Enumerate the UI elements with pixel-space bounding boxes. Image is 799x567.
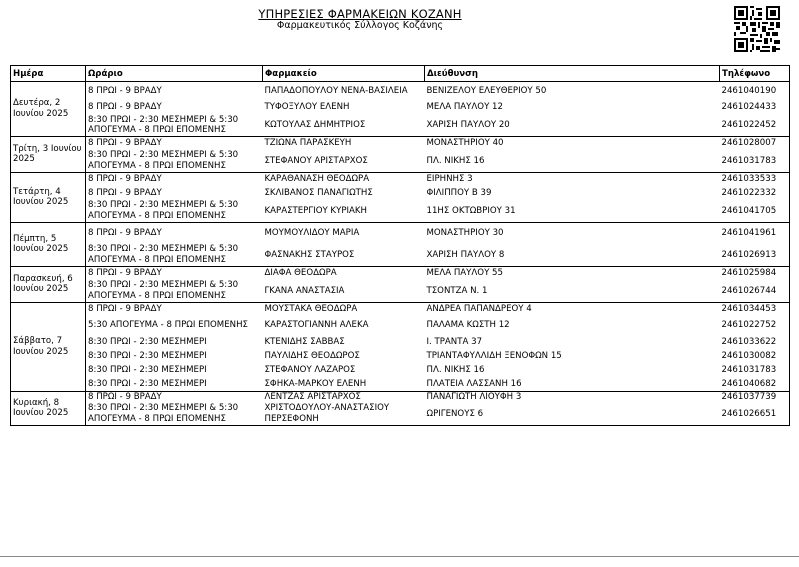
address-cell: 11ΗΣ ΟΚΤΩΒΡΙΟΥ 31 — [425, 200, 720, 222]
pharmacy-cell: ΣΤΕΦΑΝΟΥ ΛΑΖΑΡΟΣ — [264, 364, 356, 375]
pharmacy-cell: ΣΦΗΚΑ-ΜΑΡΚΟΥ ΕΛΕΝΗ — [263, 377, 425, 391]
table-row — [11, 349, 790, 363]
address-cell: ΜΟΝΑΣΤΗΡΙΟΥ 40 — [425, 136, 720, 150]
table-row — [11, 222, 790, 244]
phone-cell: 2461022452 — [720, 115, 790, 137]
hours-cell: 8:30 ΠΡΩΙ - 2:30 ΜΕΣΗΜΕΡΙ — [88, 364, 207, 375]
pharmacy-cell: ΚΑΡΑΣΤΟΓΙΑΝΝΗ ΑΛΕΚΑ — [264, 320, 369, 331]
phone-cell: 2461022332 — [720, 186, 790, 200]
hours-cell: 8:30 ΠΡΩΙ - 2:30 ΜΕΣΗΜΕΡΙ & 5:30 ΑΠΟΓΕΥΜΑ - 8 ΠΡΩΙ ΕΠΟΜΕΝΗΣ — [86, 115, 263, 137]
address-cell: ΜΟΝΑΣΤΗΡΙΟΥ 30 — [425, 222, 720, 244]
hours-cell: 8 ΠΡΩΙ - 9 ΒΡΑΔΥ — [86, 82, 263, 101]
pharmacy-cell: ΛΕΝΤΖΑΣ ΑΡΙΣΤΑΡΧΟΣ — [263, 391, 425, 403]
pharmacy-cell: ΠΑΥΛΙΔΗΣ ΘΕΟΔΩΡΟΣ — [264, 350, 360, 361]
pharmacy-cell: ΚΑΡΑΣΤΕΡΓΙΟΥ ΚΥΡΙΑΚΗ — [263, 200, 425, 222]
address-cell: ΩΡΙΓΕΝΟΥΣ 6 — [425, 403, 720, 425]
phone-cell: 2461026744 — [720, 280, 790, 302]
phone-cell: 2461041961 — [720, 222, 790, 244]
hours-cell: 8:30 ΠΡΩΙ - 2:30 ΜΕΣΗΜΕΡΙ & 5:30 ΑΠΟΓΕΥΜΑ - 8 ΠΡΩΙ ΕΠΟΜΕΝΗΣ — [86, 403, 263, 425]
pharmacy-cell: ΚΩΤΟΥΛΑΣ ΔΗΜΗΤΡΙΟΣ — [263, 115, 425, 137]
table-header-row — [11, 66, 790, 82]
phone-cell: 2461026651 — [720, 403, 790, 425]
table-row — [11, 101, 790, 115]
hours-cell: 8 ΠΡΩΙ - 9 ΒΡΑΔΥ — [86, 302, 263, 316]
phone-cell: 2461030082 — [720, 349, 790, 363]
address-cell: ΧΑΡΙΣΗ ΠΑΥΛΟΥ 8 — [425, 244, 720, 266]
phone-cell: 2461037739 — [720, 391, 790, 403]
table-row — [11, 302, 790, 316]
table-row — [11, 316, 790, 335]
phone-cell: 2461028007 — [720, 136, 790, 150]
hours-cell: 8 ΠΡΩΙ - 9 ΒΡΑΔΥ — [86, 266, 263, 280]
pharmacy-cell: ΜΟΥΣΤΑΚΑ ΘΕΟΔΩΡΑ — [263, 302, 425, 316]
phone-cell: 2461031783 — [720, 150, 790, 172]
day-cell: Δευτέρα, 2 Ιουνίου 2025 — [11, 82, 86, 137]
pharmacy-cell: ΦΑΣΝΑΚΗΣ ΣΤΑΥΡΟΣ — [263, 244, 425, 266]
table-row — [11, 377, 790, 391]
pharmacy-cell: ΚΤΕΝΙΔΗΣ ΣΑΒΒΑΣ — [264, 336, 345, 347]
table-row — [11, 150, 790, 172]
hours-cell: 8:30 ΠΡΩΙ - 2:30 ΜΕΣΗΜΕΡΙ & 5:30 ΑΠΟΓΕΥΜΑ - 8 ΠΡΩΙ ΕΠΟΜΕΝΗΣ — [86, 200, 263, 222]
phone-cell: 2461041705 — [720, 200, 790, 222]
table-row — [11, 200, 790, 222]
phone-cell: 2461024433 — [720, 101, 790, 115]
hours-cell: 8:30 ΠΡΩΙ - 2:30 ΜΕΣΗΜΕΡΙ & 5:30 ΑΠΟΓΕΥΜΑ - 8 ΠΡΩΙ ΕΠΟΜΕΝΗΣ — [86, 150, 263, 172]
address-cell: ΠΛ. ΝΙΚΗΣ 16 — [426, 364, 485, 375]
hours-cell: 8:30 ΠΡΩΙ - 2:30 ΜΕΣΗΜΕΡΙ — [86, 377, 263, 391]
address-cell: ΠΑΝΑΓΙΩΤΗ ΛΙΟΥΦΗ 3 — [425, 391, 720, 403]
hours-cell: 8 ΠΡΩΙ - 9 ΒΡΑΔΥ — [88, 102, 162, 113]
address-cell: ΧΑΡΙΣΗ ΠΑΥΛΟΥ 20 — [425, 115, 720, 137]
header-phone: Τηλέφωνο — [720, 66, 790, 82]
table-row — [11, 136, 790, 150]
address-cell: ΜΕΛΑ ΠΑΥΛΟΥ 12 — [426, 102, 503, 113]
address-cell: ΦΙΛΙΠΠΟΥ Β 39 — [426, 187, 492, 198]
table-row — [11, 403, 790, 425]
pharmacy-cell: ΤΥΦΟΞΥΛΟΥ ΕΛΕΝΗ — [264, 102, 350, 113]
table-row — [11, 115, 790, 137]
table-row — [11, 82, 790, 101]
pharmacy-cell: ΣΚΛΙΒΑΝΟΣ ΠΑΝΑΓΙΩΤΗΣ — [264, 187, 373, 198]
address-cell: ΑΝΔΡΕΑ ΠΑΠΑΝΔΡΕΟΥ 4 — [425, 302, 720, 316]
phone-cell: 2461033533 — [720, 172, 790, 186]
pharmacy-cell: ΔΙΑΦΑ ΘΕΟΔΩΡΑ — [263, 266, 425, 280]
table-row — [11, 172, 790, 186]
address-cell: ΠΛ. ΝΙΚΗΣ 16 — [425, 150, 720, 172]
phone-cell: 2461040190 — [720, 82, 790, 101]
phone-cell: 2461034453 — [720, 302, 790, 316]
hours-cell: 8:30 ΠΡΩΙ - 2:30 ΜΕΣΗΜΕΡΙ & 5:30 ΑΠΟΓΕΥΜΑ - 8 ΠΡΩΙ ΕΠΟΜΕΝΗΣ — [86, 280, 263, 302]
address-cell: Ι. ΤΡΑΝΤΑ 37 — [426, 336, 483, 347]
day-cell: Πέμπτη, 5 Ιουνίου 2025 — [11, 222, 86, 266]
table-row — [11, 335, 790, 349]
header-address: Διεύθυνση — [425, 66, 720, 82]
pharmacy-cell: ΚΑΡΑΘΑΝΑΣΗ ΘΕΟΔΩΡΑ — [263, 172, 425, 186]
pharmacy-schedule-table — [10, 65, 790, 426]
pharmacy-cell: ΣΤΕΦΑΝΟΥ ΑΡΙΣΤΑΡΧΟΣ — [263, 150, 425, 172]
qr-code-icon — [734, 6, 780, 52]
day-cell: Τρίτη, 3 Ιουνίου 2025 — [11, 136, 86, 172]
hours-cell: 8:30 ΠΡΩΙ - 2:30 ΜΕΣΗΜΕΡΙ — [88, 350, 207, 361]
page-title: ΥΠΗΡΕΣΙΕΣ ΦΑΡΜΑΚΕΙΩΝ ΚΟΖΑΝΗ — [258, 7, 462, 21]
table-row — [11, 266, 790, 280]
address-cell: ΕΙΡΗΝΗΣ 3 — [425, 172, 720, 186]
table-row — [11, 391, 790, 403]
pharmacy-cell: ΧΡΙΣΤΟΔΟΥΛΟΥ-ΑΝΑΣΤΑΣΙΟΥ ΠΕΡΣΕΦΟΝΗ — [263, 403, 425, 425]
header-day: Ημέρα — [11, 66, 86, 82]
day-cell: Τετάρτη, 4 Ιουνίου 2025 — [11, 172, 86, 222]
pharmacy-cell: ΤΖΙΩΝΑ ΠΑΡΑΣΚΕΥΗ — [263, 136, 425, 150]
hours-cell: 5:30 ΑΠΟΓΕΥΜΑ - 8 ΠΡΩΙ ΕΠΟΜΕΝΗΣ — [88, 320, 248, 331]
day-cell: Σάββατο, 7 Ιουνίου 2025 — [11, 302, 86, 391]
hours-cell: 8 ΠΡΩΙ - 9 ΒΡΑΔΥ — [86, 136, 263, 150]
phone-cell: 2461026913 — [720, 244, 790, 266]
address-cell: ΜΕΛΑ ΠΑΥΛΟΥ 55 — [425, 266, 720, 280]
hours-cell: 8 ΠΡΩΙ - 9 ΒΡΑΔΥ — [86, 391, 263, 403]
bottom-divider — [0, 556, 799, 557]
day-cell: Κυριακή, 8 Ιουνίου 2025 — [11, 391, 86, 425]
address-cell: ΤΣΟΝΤΖΑ Ν. 1 — [425, 280, 720, 302]
phone-cell: 2461040682 — [720, 377, 790, 391]
pharmacy-cell: ΜΟΥΜΟΥΛΙΔΟΥ ΜΑΡΙΑ — [263, 222, 425, 244]
phone-cell: 2461022752 — [720, 316, 790, 335]
header-hours: Ωράριο — [86, 66, 263, 82]
hours-cell: 8 ΠΡΩΙ - 9 ΒΡΑΔΥ — [86, 172, 263, 186]
pharmacy-cell: ΠΑΠΑΔΟΠΟΥΛΟΥ ΝΕΝΑ-ΒΑΣΙΛΕΙΑ — [263, 82, 425, 101]
table-row — [11, 363, 790, 377]
pharmacy-cell: ΓΚΑΝΑ ΑΝΑΣΤΑΣΙΑ — [263, 280, 425, 302]
hours-cell: 8 ΠΡΩΙ - 9 ΒΡΑΔΥ — [88, 187, 162, 198]
hours-cell: 8 ΠΡΩΙ - 9 ΒΡΑΔΥ — [86, 222, 263, 244]
table-row — [11, 280, 790, 302]
phone-cell: 2461031783 — [720, 363, 790, 377]
address-cell: ΠΑΛΑΜΑ ΚΩΣΤΗ 12 — [426, 320, 510, 331]
phone-cell: 2461033622 — [720, 335, 790, 349]
hours-cell: 8:30 ΠΡΩΙ - 2:30 ΜΕΣΗΜΕΡΙ & 5:30 ΑΠΟΓΕΥΜΑ - 8 ΠΡΩΙ ΕΠΟΜΕΝΗΣ — [86, 244, 263, 266]
page-header — [0, 0, 799, 62]
table-row — [11, 244, 790, 266]
hours-cell: 8:30 ΠΡΩΙ - 2:30 ΜΕΣΗΜΕΡΙ — [88, 336, 207, 347]
phone-cell: 2461025984 — [720, 266, 790, 280]
table-row — [11, 186, 790, 200]
address-cell: ΠΛΑΤΕΙΑ ΛΑΣΣΑΝΗ 16 — [425, 377, 720, 391]
header-pharmacy: Φαρμακείο — [263, 66, 425, 82]
page-subtitle: Φαρμακευτικός Σύλλογος Κοζάνης — [276, 20, 444, 31]
address-cell: ΒΕΝΙΖΕΛΟΥ ΕΛΕΥΘΕΡΙΟΥ 50 — [425, 82, 720, 101]
address-cell: ΤΡΙΑΝΤΑΦΥΛΛΙΔΗ ΞΕΝΟΦΩΝ 15 — [426, 350, 562, 361]
day-cell: Παρασκευή, 6 Ιουνίου 2025 — [11, 266, 86, 302]
